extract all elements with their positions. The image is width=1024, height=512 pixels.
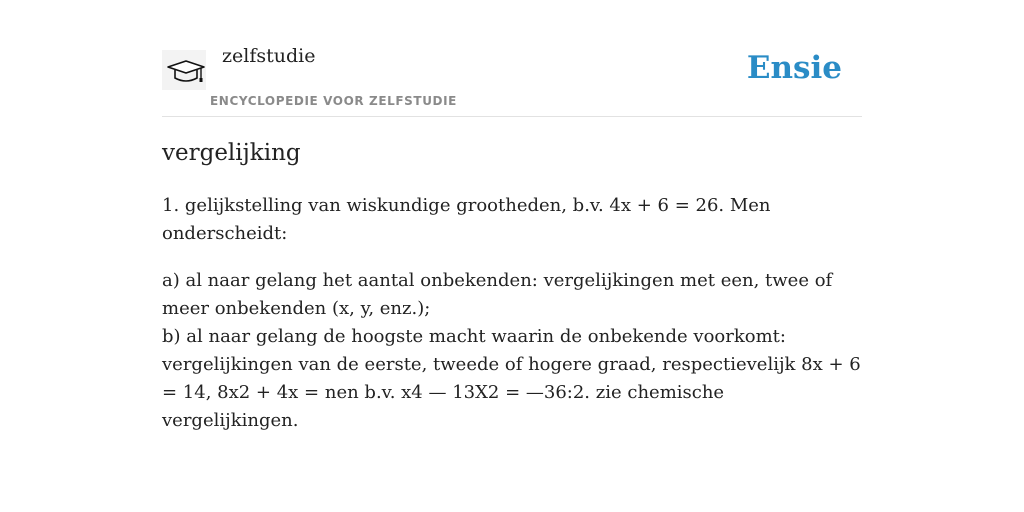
graduation-cap-icon xyxy=(162,50,206,90)
definition-1: 1. gelijkstelling van wiskundige grootheden, b.v. 4x + 6 = 26. Men onderscheidt: xyxy=(162,195,771,244)
entry-title: vergelijking xyxy=(162,140,301,166)
ensie-brand-link[interactable]: Ensie xyxy=(746,50,842,86)
definition-b: b) al naar gelang de hoogste macht waarin de onbekende voorkomt: vergelijkingen van de eerste, tweede of hogere graad, respectievelijk 8x + 6 = 14, 8x2 + 4x = nen b.v. x4 — 13X2 = —36:2. zie chemische vergelijkingen. xyxy=(162,326,861,431)
definition-a: a) al naar gelang het aantal onbekenden: vergelijkingen met een, twee of meer onbekenden (x, y, enz.); xyxy=(162,270,833,319)
site-logo[interactable] xyxy=(162,50,206,90)
entry-body xyxy=(162,192,862,435)
site-tagline: ENCYCLOPEDIE VOOR ZELFSTUDIE xyxy=(210,94,457,108)
page xyxy=(162,0,862,431)
site-name[interactable]: zelfstudie xyxy=(222,45,316,67)
site-header xyxy=(162,0,862,117)
